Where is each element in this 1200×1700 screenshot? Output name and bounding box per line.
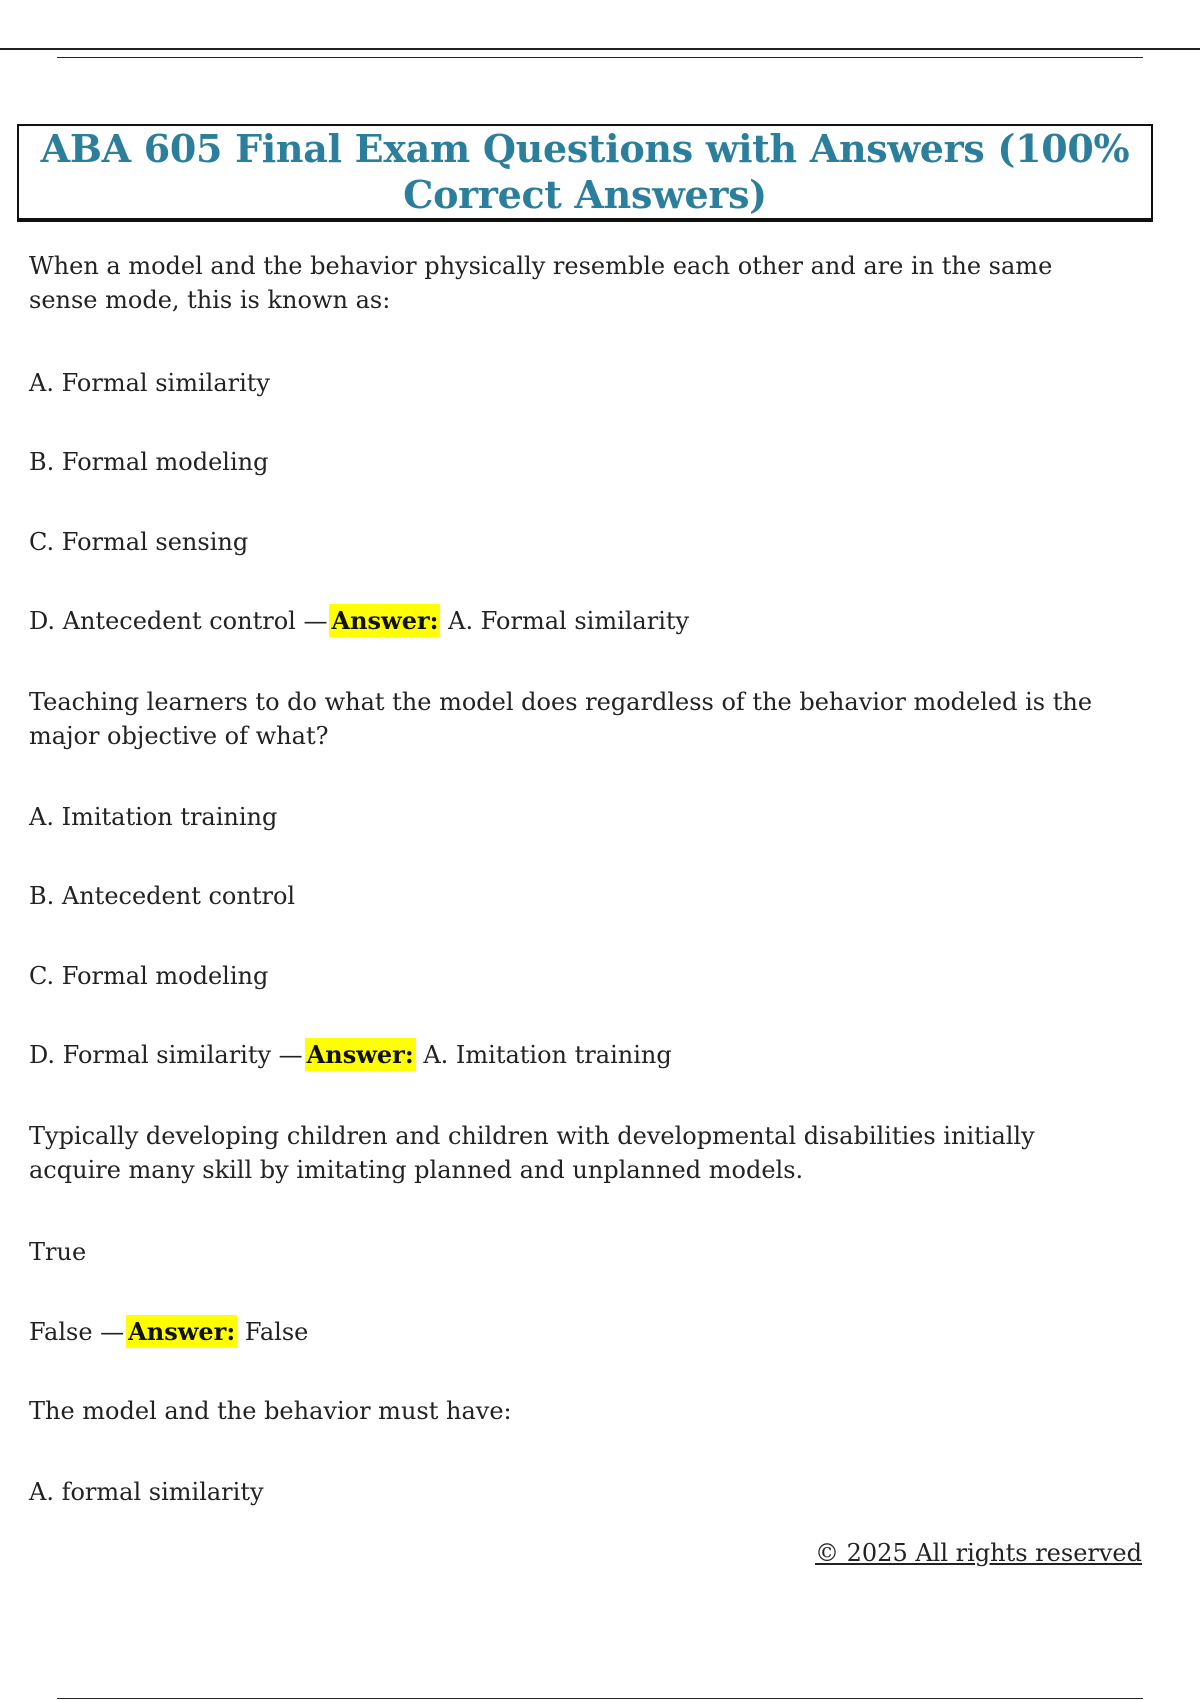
answer-option: A. formal similarity — [29, 1478, 264, 1506]
bottom-rule — [57, 1698, 1143, 1699]
question-prompt: When a model and the behavior physically resemble each other and are in the same sense mode, this is known as: — [29, 252, 1053, 314]
correct-answer: False — [244, 1318, 309, 1346]
answer-option: True — [29, 1238, 87, 1266]
answer-option: B. Formal modeling — [29, 448, 269, 476]
answer-option: A. Imitation training — [29, 803, 278, 831]
title-box — [17, 124, 1153, 222]
page-title: ABA 605 Final Exam Questions with Answers (100% Correct Answers) — [40, 126, 1130, 217]
answer-option: False — — [29, 1318, 125, 1346]
answer-option: A. Formal similarity — [29, 369, 270, 397]
answer-option: D. Antecedent control — — [29, 607, 328, 635]
answer-option: C. Formal modeling — [29, 962, 269, 990]
answer-label-highlight: Answer: — [128, 1317, 236, 1346]
correct-answer: A. Imitation training — [423, 1041, 672, 1069]
answer-option: B. Antecedent control — [29, 882, 296, 910]
top-rule — [0, 48, 1200, 50]
question-prompt: The model and the behavior must have: — [29, 1397, 512, 1425]
answer-label-highlight: Answer: — [306, 1040, 414, 1069]
answer-option-with-answer — [29, 604, 689, 638]
copyright-footer: © 2025 All rights reserved — [815, 1539, 1142, 1567]
question-prompt: Teaching learners to do what the model does regardless of the behavior modeled is the major objective of what? — [29, 688, 1093, 750]
correct-answer: A. Formal similarity — [448, 607, 690, 635]
answer-option: C. Formal sensing — [29, 528, 249, 556]
answer-option: D. Formal similarity — — [29, 1041, 303, 1069]
answer-option-with-answer — [29, 1038, 672, 1072]
question-prompt: Typically developing children and children with developmental disabilities initially acquire many skill by imitating planned and unplanned models. — [29, 1122, 1035, 1184]
answer-option-with-answer — [29, 1315, 308, 1349]
answer-label-highlight: Answer: — [331, 606, 439, 635]
top-rule-inner — [57, 57, 1143, 58]
